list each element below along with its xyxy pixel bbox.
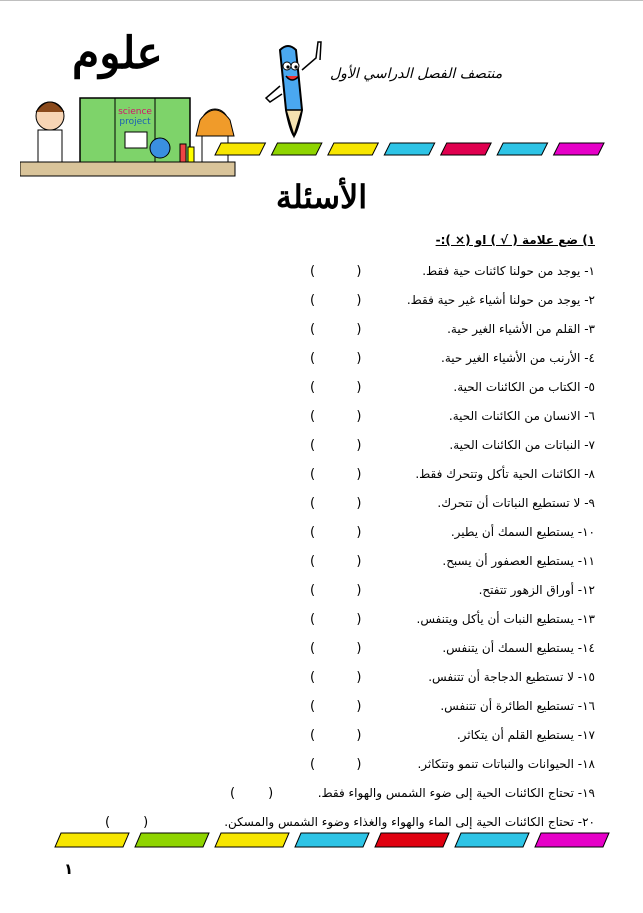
color-stripe — [455, 833, 529, 847]
color-stripe — [215, 143, 265, 155]
color-stripe — [271, 143, 321, 155]
answer-mark-box[interactable]: ( ) — [310, 380, 362, 395]
answer-mark-box[interactable]: ( ) — [310, 496, 362, 511]
color-stripe — [295, 833, 369, 847]
color-stripe — [441, 143, 491, 155]
answer-mark-box[interactable]: ( ) — [310, 467, 362, 482]
color-stripe — [497, 143, 547, 155]
color-stripe — [55, 833, 129, 847]
question-item — [35, 518, 595, 547]
pencil-mascot-icon — [258, 40, 328, 140]
question-text: ١٨- الحيوانات والنباتات تنمو وتتكاثر. — [417, 757, 595, 771]
question-item — [35, 576, 595, 605]
question-text: ٣- القلم من الأشياء الغير حية. — [447, 322, 595, 336]
question-text: ٥- الكتاب من الكائنات الحية. — [453, 380, 595, 394]
color-stripe — [215, 833, 289, 847]
question-text: ١٣- يستطيع النبات أن يأكل ويتنفس. — [416, 612, 595, 626]
question-item — [35, 692, 595, 721]
answer-mark-box[interactable]: ( ) — [230, 786, 274, 801]
question-item — [35, 779, 595, 808]
bottom-color-stripes — [52, 830, 612, 852]
question-text: ١٤- يستطيع السمك أن يتنفس. — [442, 641, 595, 655]
answer-mark-box[interactable]: ( ) — [310, 612, 362, 627]
answer-mark-box[interactable]: ( ) — [310, 554, 362, 569]
question-item — [35, 402, 595, 431]
question-text: ٢٠- تحتاج الكائنات الحية إلى الماء والهواء والغذاء وضوء الشمس والمسكن. — [224, 815, 595, 829]
poster-text-1: science — [118, 107, 152, 117]
question-item — [35, 344, 595, 373]
answer-mark-box[interactable]: ( ) — [310, 264, 362, 279]
question-text: ٧- النباتات من الكائنات الحية. — [449, 438, 595, 452]
page-heading: الأسئلة — [275, 178, 368, 216]
color-stripe — [328, 143, 378, 155]
question-text: ١٢- أوراق الزهور تتفتح. — [478, 583, 595, 597]
answer-mark-box[interactable]: ( ) — [310, 409, 362, 424]
question-text: ١٠- يستطيع السمك أن يطير. — [450, 525, 595, 539]
question-text: ١١- يستطيع العصفور أن يسبح. — [442, 554, 595, 568]
color-stripe — [375, 833, 449, 847]
section-title: ١) ضع علامة ( √ ) او (× ):- — [435, 233, 595, 247]
answer-mark-box[interactable]: ( ) — [310, 583, 362, 598]
question-text: ١- يوجد من حولنا كائنات حية فقط. — [422, 264, 595, 278]
question-text: ٢- يوجد من حولنا أشياء غير حية فقط. — [406, 293, 595, 307]
question-text: ١٥- لا تستطيع الدجاجة أن تتنفس. — [428, 670, 595, 684]
answer-mark-box[interactable]: ( ) — [105, 815, 149, 830]
page-number: ١ — [64, 860, 74, 878]
question-text: ٦- الانسان من الكائنات الحية. — [448, 409, 595, 423]
color-stripe — [535, 833, 609, 847]
question-item — [35, 547, 595, 576]
answer-mark-box[interactable]: ( ) — [310, 728, 362, 743]
answer-mark-box[interactable]: ( ) — [310, 322, 362, 337]
question-item — [35, 431, 595, 460]
answer-mark-box[interactable]: ( ) — [310, 438, 362, 453]
worksheet-header — [0, 0, 643, 180]
question-item — [35, 315, 595, 344]
color-stripe — [135, 833, 209, 847]
question-item — [35, 373, 595, 402]
question-text: ٤- الأرنب من الأشياء الغير حية. — [441, 351, 595, 365]
question-item — [35, 663, 595, 692]
question-text: ١٧- يستطيع القلم أن يتكاثر. — [456, 728, 595, 742]
question-text: ٨- الكائنات الحية تأكل وتتحرك فقط. — [415, 467, 595, 481]
question-item — [35, 750, 595, 779]
question-item — [35, 605, 595, 634]
answer-mark-box[interactable]: ( ) — [310, 757, 362, 772]
question-item — [35, 489, 595, 518]
answer-mark-box[interactable]: ( ) — [310, 641, 362, 656]
color-stripe — [384, 143, 434, 155]
science-kids-illustration — [20, 92, 250, 182]
top-color-stripes — [212, 140, 607, 160]
answer-mark-box[interactable]: ( ) — [310, 351, 362, 366]
question-item — [35, 460, 595, 489]
answer-mark-box[interactable]: ( ) — [310, 670, 362, 685]
question-item — [35, 286, 595, 315]
answer-mark-box[interactable]: ( ) — [310, 525, 362, 540]
answer-mark-box[interactable]: ( ) — [310, 293, 362, 308]
subject-logo-word: علوم — [72, 28, 163, 79]
term-label: منتصف الفصل الدراسي الأول — [330, 66, 503, 82]
question-text: ١٦- تستطيع الطائرة أن تتنفس. — [440, 699, 595, 713]
color-stripe — [554, 143, 604, 155]
question-item — [35, 634, 595, 663]
question-text: ١٩- تحتاج الكائنات الحية إلى ضوء الشمس والهواء فقط. — [317, 786, 595, 800]
question-text: ٩- لا تستطيع النباتات أن تتحرك. — [437, 496, 595, 510]
question-item — [35, 257, 595, 286]
answer-mark-box[interactable]: ( ) — [310, 699, 362, 714]
question-item — [35, 721, 595, 750]
question-list — [35, 257, 595, 837]
poster-text-2: project — [119, 117, 151, 127]
